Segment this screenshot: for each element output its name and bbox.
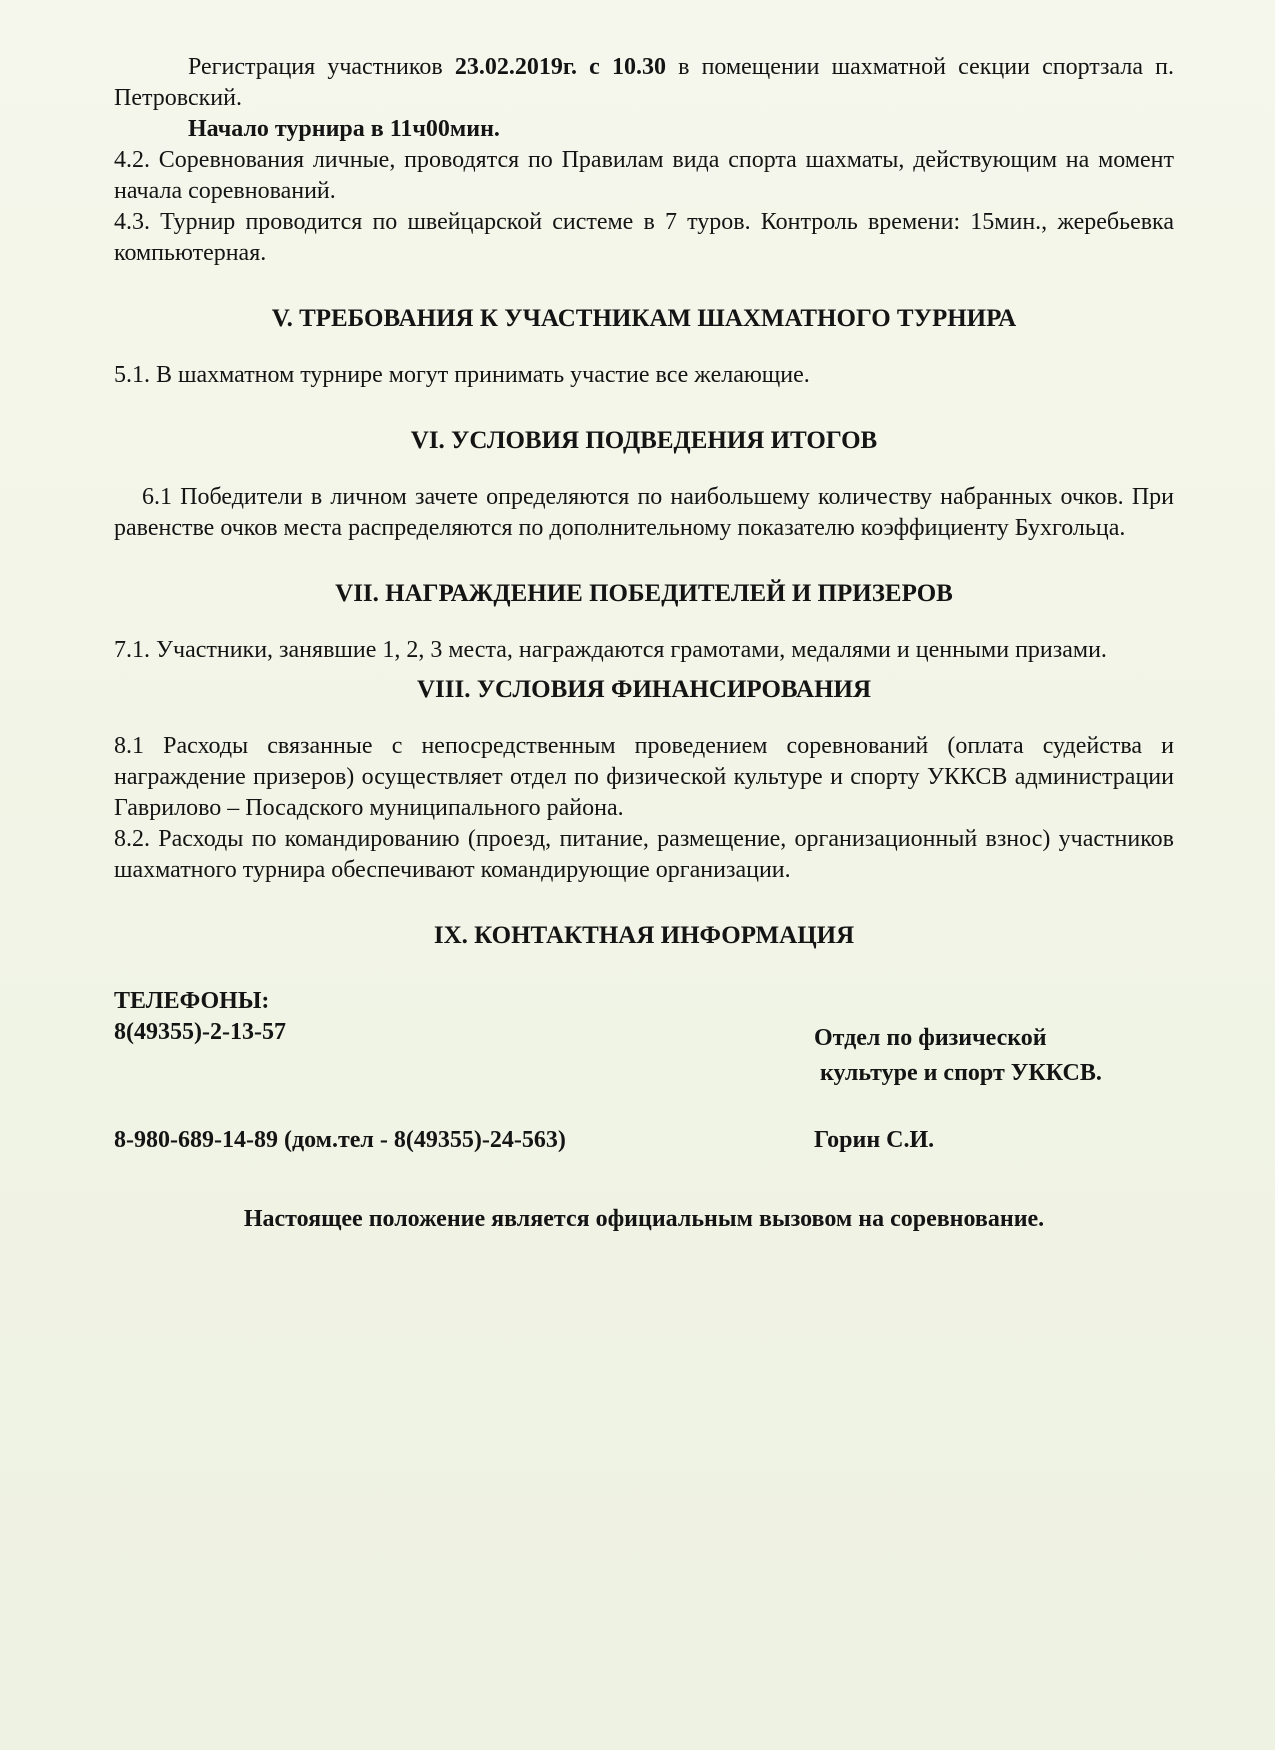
section-7-title: VII. НАГРАЖДЕНИЕ ПОБЕДИТЕЛЕЙ И ПРИЗЕРОВ	[335, 580, 953, 607]
final-note: Настоящее положение является официальным вызовом на соревнование.	[243, 1206, 1045, 1232]
section-6-title: VI. УСЛОВИЯ ПОДВЕДЕНИЯ ИТОГОВ	[410, 427, 878, 454]
contact-row-1	[114, 1017, 1174, 1089]
section-9-title: IX. КОНТАКТНАЯ ИНФОРМАЦИЯ	[433, 922, 855, 949]
paragraph-7-1: 7.1. Участники, занявшие 1, 2, 3 места, награждаются грамотами, медалями и ценными призами.	[114, 637, 1107, 663]
registration-text: Регистрация участников	[188, 54, 455, 80]
contact-row-2	[114, 1125, 1174, 1156]
section-8-title: VIII. УСЛОВИЯ ФИНАНСИРОВАНИЯ	[416, 676, 872, 703]
paragraph-6-1: 6.1 Победители в личном зачете определяются по наибольшему количеству набранных очков. При равенстве очков места распределяются по дополнительному показателю коэффициенту Бухгольца.	[114, 484, 1174, 541]
start-time: Начало турнира в 11ч00мин.	[188, 116, 500, 142]
paragraph-4-3: 4.3. Турнир проводится по швейцарской системе в 7 туров. Контроль времени: 15мин., жеребьевка компьютерная.	[114, 209, 1174, 266]
phone-2: 8-980-689-14-89 (дом.тел - 8(49355)-24-563)	[114, 1127, 566, 1153]
paragraph-4-2: 4.2. Соревнования личные, проводятся по Правилам вида спорта шахматы, действующим на момент начала соревнований.	[114, 147, 1174, 204]
org-name	[814, 1017, 1174, 1089]
section-5-title: V. ТРЕБОВАНИЯ К УЧАСТНИКАМ ШАХМАТНОГО ТУРНИРА	[271, 305, 1017, 332]
registration-place: в помещении шахматной секции спортзала п. Петровский.	[114, 54, 1174, 111]
phones-heading: ТЕЛЕФОНЫ:	[114, 988, 270, 1014]
contact-person: Горин С.И.	[814, 1127, 935, 1153]
paragraph-8-1: 8.1 Расходы связанные с непосредственным проведением соревнований (оплата судейства и награждение призеров) осуществляет отдел по физической культуре и спорту УККСВ администрации Гаврилово – Посадского муниципального района.	[114, 733, 1174, 821]
registration-paragraph	[114, 52, 1174, 114]
document-body	[114, 52, 1174, 1235]
phone-1: 8(49355)-2-13-57	[114, 1019, 286, 1045]
registration-date: 23.02.2019г. с 10.30	[454, 54, 666, 80]
org-line-1: Отдел по физической	[814, 1025, 1047, 1051]
paragraph-8-2: 8.2. Расходы по командированию (проезд, питание, размещение, организационный взнос) участников шахматного турнира обеспечивают командирующие организации.	[114, 826, 1174, 883]
org-line-2: культуре и спорт УККСВ.	[814, 1060, 1102, 1086]
paragraph-5-1: 5.1. В шахматном турнире могут принимать участие все желающие.	[114, 362, 810, 388]
